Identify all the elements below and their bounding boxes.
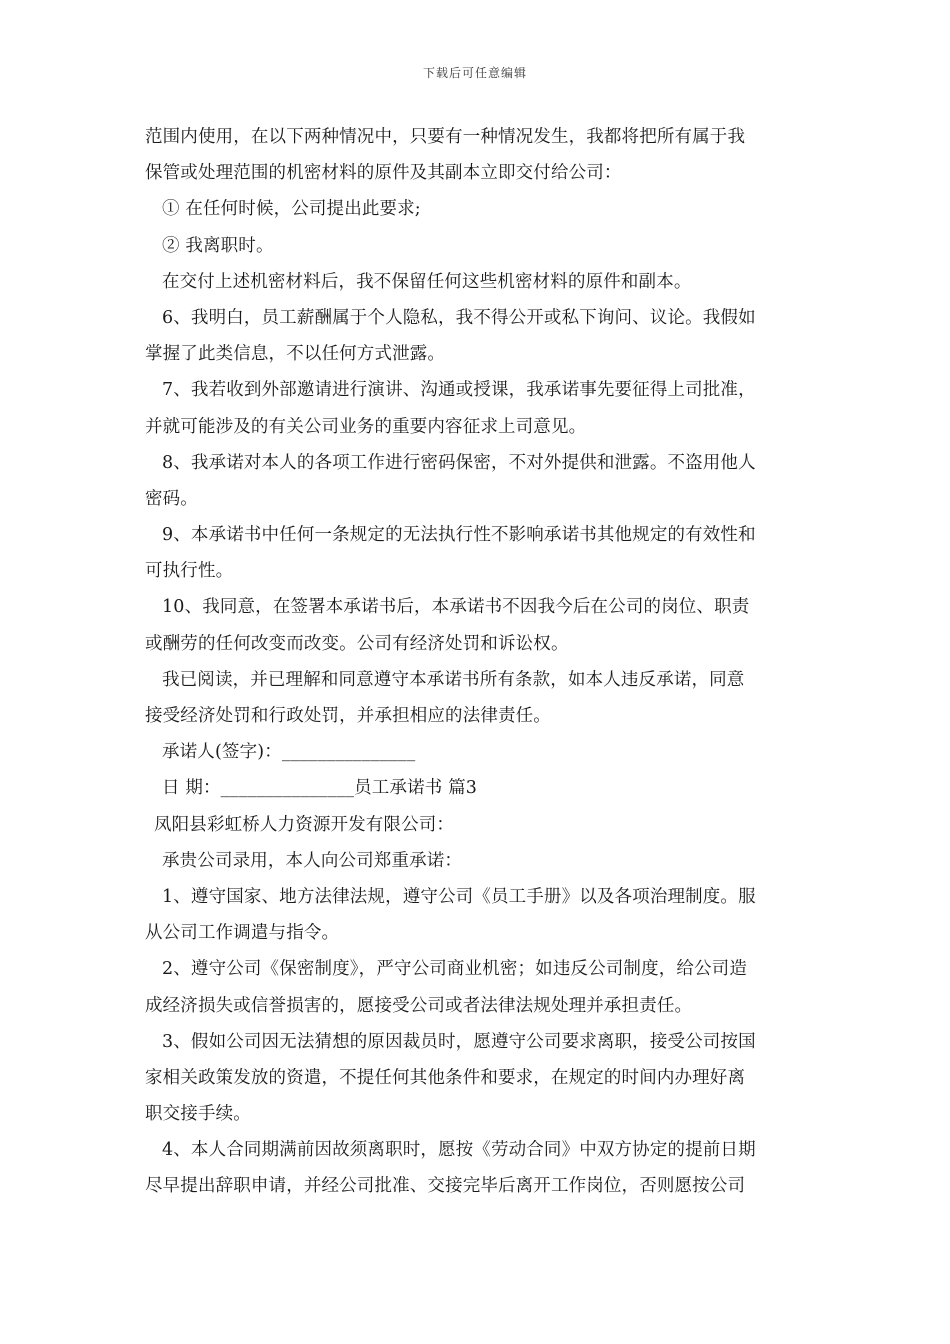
text-line: 3、假如公司因无法猜想的原因裁员时，愿遵守公司要求离职，接受公司按国: [162, 1031, 756, 1052]
text-line: 职交接手续。: [145, 1104, 251, 1125]
text-line: 凤阳县彩虹桥人力资源开发有限公司：: [154, 814, 455, 835]
text-line: 7、我若收到外部邀请进行演讲、沟通或授课，我承诺事先要征得上司批准，: [162, 380, 756, 401]
text-line: 可执行性。: [145, 561, 234, 582]
text-line: 或酬劳的任何改变而改变。公司有经济处罚和诉讼权。: [145, 633, 569, 654]
text-line: 10、我同意，在签署本承诺书后，本承诺书不因我今后在公司的岗位、职责: [162, 597, 750, 618]
text-line: 掌握了此类信息，不以任何方式泄露。: [145, 344, 446, 365]
text-line: 我已阅读，并已理解和同意遵守本承诺书所有条款，如本人违反承诺，同意: [162, 669, 745, 690]
text-line: 从公司工作调遣与指令。: [145, 923, 340, 944]
text-line: 2、遵守公司《保密制度》，严守公司商业机密；如违反公司制度，给公司造: [162, 959, 747, 980]
text-line: 接受经济处罚和行政处罚，并承担相应的法律责任。: [145, 706, 551, 726]
text-line: 4、本人合同期满前因故须离职时，愿按《劳动合同》中双方协定的提前日期: [162, 1140, 756, 1161]
text-line: 6、我明白，员工薪酬属于个人隐私，我不得公开或私下询问、议论。我假如: [162, 307, 756, 328]
text-line: 家相关政策发放的资遣，不提任何其他条件和要求，在规定的时间内办理好离: [145, 1067, 746, 1088]
text-line: 密码。: [145, 488, 198, 509]
text-line: 承贵公司录用，本人向公司郑重承诺：: [162, 850, 463, 871]
text-line: 1、遵守国家、地方法律法规，遵守公司《员工手册》以及各项治理制度。服: [162, 886, 756, 907]
text-line: ① 在任何时候，公司提出此要求;: [162, 199, 421, 220]
text-line: 8、我承诺对本人的各项工作进行密码保密，不对外提供和泄露。不盗用他人: [162, 452, 756, 473]
text-line: 成经济损失或信誉损害的，愿接受公司或者法律法规处理并承担责任。: [145, 995, 693, 1016]
text-line: 承诺人(签字)：_______________: [162, 742, 416, 763]
text-line: ② 我离职时。: [162, 235, 274, 256]
text-line: 9、本承诺书中任何一条规定的无法执行性不影响承诺书其他规定的有效性和: [162, 525, 756, 546]
text-line: 日 期：_______________员工承诺书 篇3: [162, 778, 478, 799]
text-line: 在交付上述机密材料后，我不保留任何这些机密材料的原件和副本。: [162, 271, 692, 292]
text-line: 并就可能涉及的有关公司业务的重要内容征求上司意见。: [145, 416, 587, 437]
text-line: 尽早提出辞职申请，并经公司批准、交接完毕后离开工作岗位，否则愿按公司: [145, 1176, 746, 1197]
text-line: 保管或处理范围的机密材料的原件及其副本立即交付给公司：: [145, 163, 622, 184]
document-body: [145, 119, 810, 1205]
page-header-note: 下载后可任意编辑: [422, 66, 527, 80]
text-line: 范围内使用，在以下两种情况中，只要有一种情况发生，我都将把所有属于我: [145, 127, 746, 147]
